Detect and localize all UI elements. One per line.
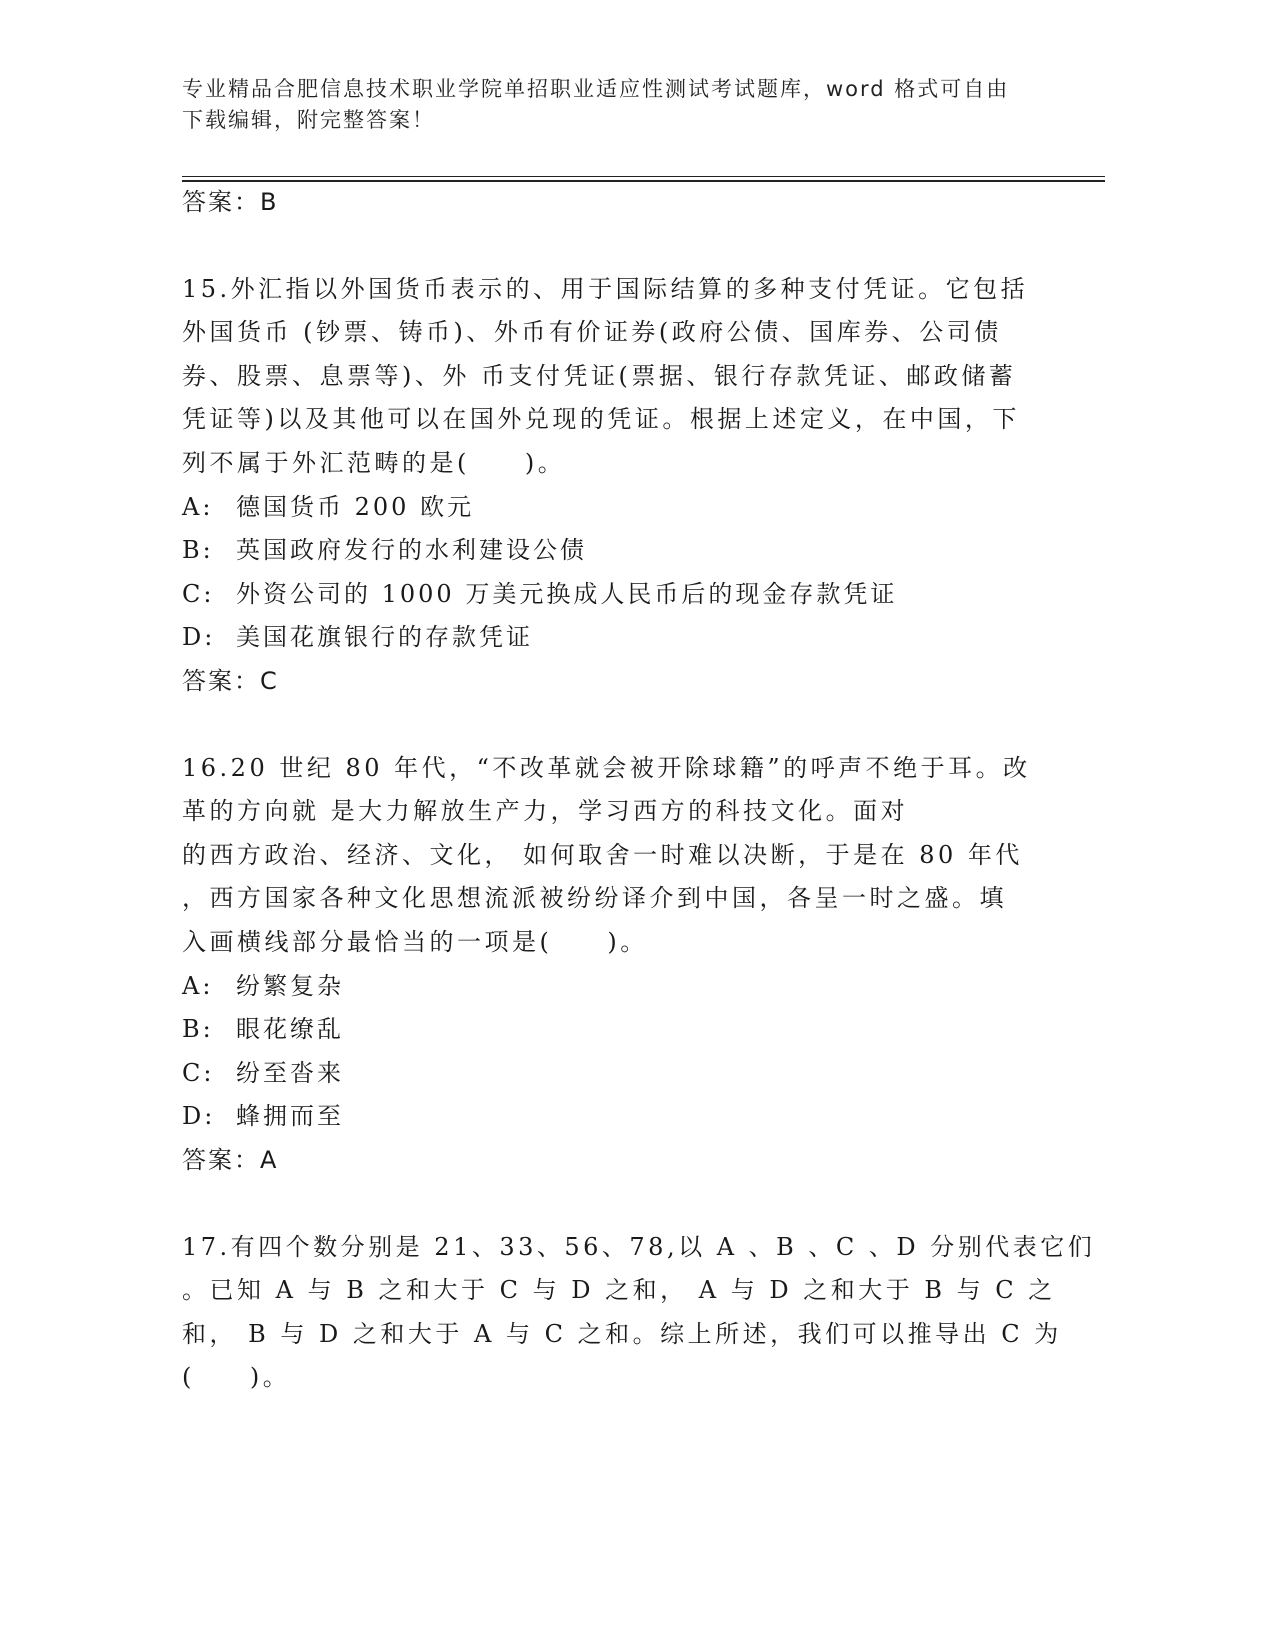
question-17-line-1: 17.有四个数分别是 21、33、56、78,以 A 、B 、C 、D 分别代表它们 xyxy=(182,1233,1096,1261)
question-16-option-d xyxy=(182,1098,344,1134)
question-16-line-4: ，西方国家各种文化思想流派被纷纷译介到中国，各呈一时之盛。填 xyxy=(182,884,1007,912)
option-key: C: xyxy=(182,580,215,608)
option-text: 英国政府发行的水利建设公债 xyxy=(236,536,587,564)
header-line-1: 专业精品合肥信息技术职业学院单招职业适应性测试考试题库，word 格式可自由 xyxy=(182,77,1010,101)
question-16-line-1: 16.20 世纪 80 年代，“不改革就会被开除球籍”的呼声不绝于耳。改 xyxy=(182,754,1031,782)
header-divider-thin xyxy=(182,176,1105,177)
question-16-answer: 答案：A xyxy=(182,1146,279,1174)
question-15-line-5: 列不属于外汇范畴的是( )。 xyxy=(182,449,566,477)
option-text: 眼花缭乱 xyxy=(236,1015,344,1043)
question-17-line-4: ( )。 xyxy=(182,1363,291,1391)
option-key: B: xyxy=(182,536,214,564)
question-16-option-c xyxy=(182,1055,344,1091)
option-text: 美国花旗银行的存款凭证 xyxy=(236,623,533,651)
option-key: B: xyxy=(182,1015,214,1043)
option-key: D: xyxy=(182,623,216,651)
question-15-option-c xyxy=(182,576,897,612)
question-16-option-a xyxy=(182,968,344,1004)
question-16-line-3: 的西方政治、经济、文化， 如何取舍一时难以决断，于是在 80 年代 xyxy=(182,841,1023,869)
option-key: A: xyxy=(182,493,214,521)
option-key: C: xyxy=(182,1059,215,1087)
option-text: 德国货币 200 欧元 xyxy=(236,493,475,521)
question-15-option-d xyxy=(182,619,533,655)
question-15-line-3: 券、股票、息票等)、外 币支付凭证(票据、银行存款凭证、邮政储蓄 xyxy=(182,362,1017,390)
previous-answer: 答案：B xyxy=(182,188,279,216)
option-text: 蜂拥而至 xyxy=(236,1102,344,1130)
option-text: 纷繁复杂 xyxy=(236,972,344,1000)
question-16-option-b xyxy=(182,1011,344,1047)
option-text: 外资公司的 1000 万美元换成人民币后的现金存款凭证 xyxy=(236,580,898,608)
question-15-line-2: 外国货币 (钞票、铸币)、外币有价证券(政府公债、国库券、公司债 xyxy=(182,318,1002,346)
question-15-line-4: 凭证等)以及其他可以在国外兑现的凭证。根据上述定义，在中国，下 xyxy=(182,405,1020,433)
question-16-line-5: 入画横线部分最恰当的一项是( )。 xyxy=(182,928,648,956)
option-key: D: xyxy=(182,1102,216,1130)
question-17-line-3: 和， B 与 D 之和大于 A 与 C 之和。综上所述，我们可以推导出 C 为 xyxy=(182,1320,1062,1348)
question-15-line-1: 15.外汇指以外国货币表示的、用于国际结算的多种支付凭证。它包括 xyxy=(182,275,1029,303)
question-15-answer: 答案：C xyxy=(182,667,279,695)
option-key: A: xyxy=(182,972,214,1000)
option-text: 纷至沓来 xyxy=(236,1059,344,1087)
page-header xyxy=(182,74,1082,136)
question-16-line-2: 革的方向就 是大力解放生产力，学习西方的科技文化。面对 xyxy=(182,797,909,825)
question-15-option-b xyxy=(182,532,587,568)
header-line-2: 下载编辑，附完整答案！ xyxy=(182,108,435,132)
header-divider-thick xyxy=(182,180,1105,182)
question-17-line-2: 。已知 A 与 B 之和大于 C 与 D 之和， A 与 D 之和大于 B 与 C 之 xyxy=(182,1276,1056,1304)
question-15-option-a xyxy=(182,489,474,525)
